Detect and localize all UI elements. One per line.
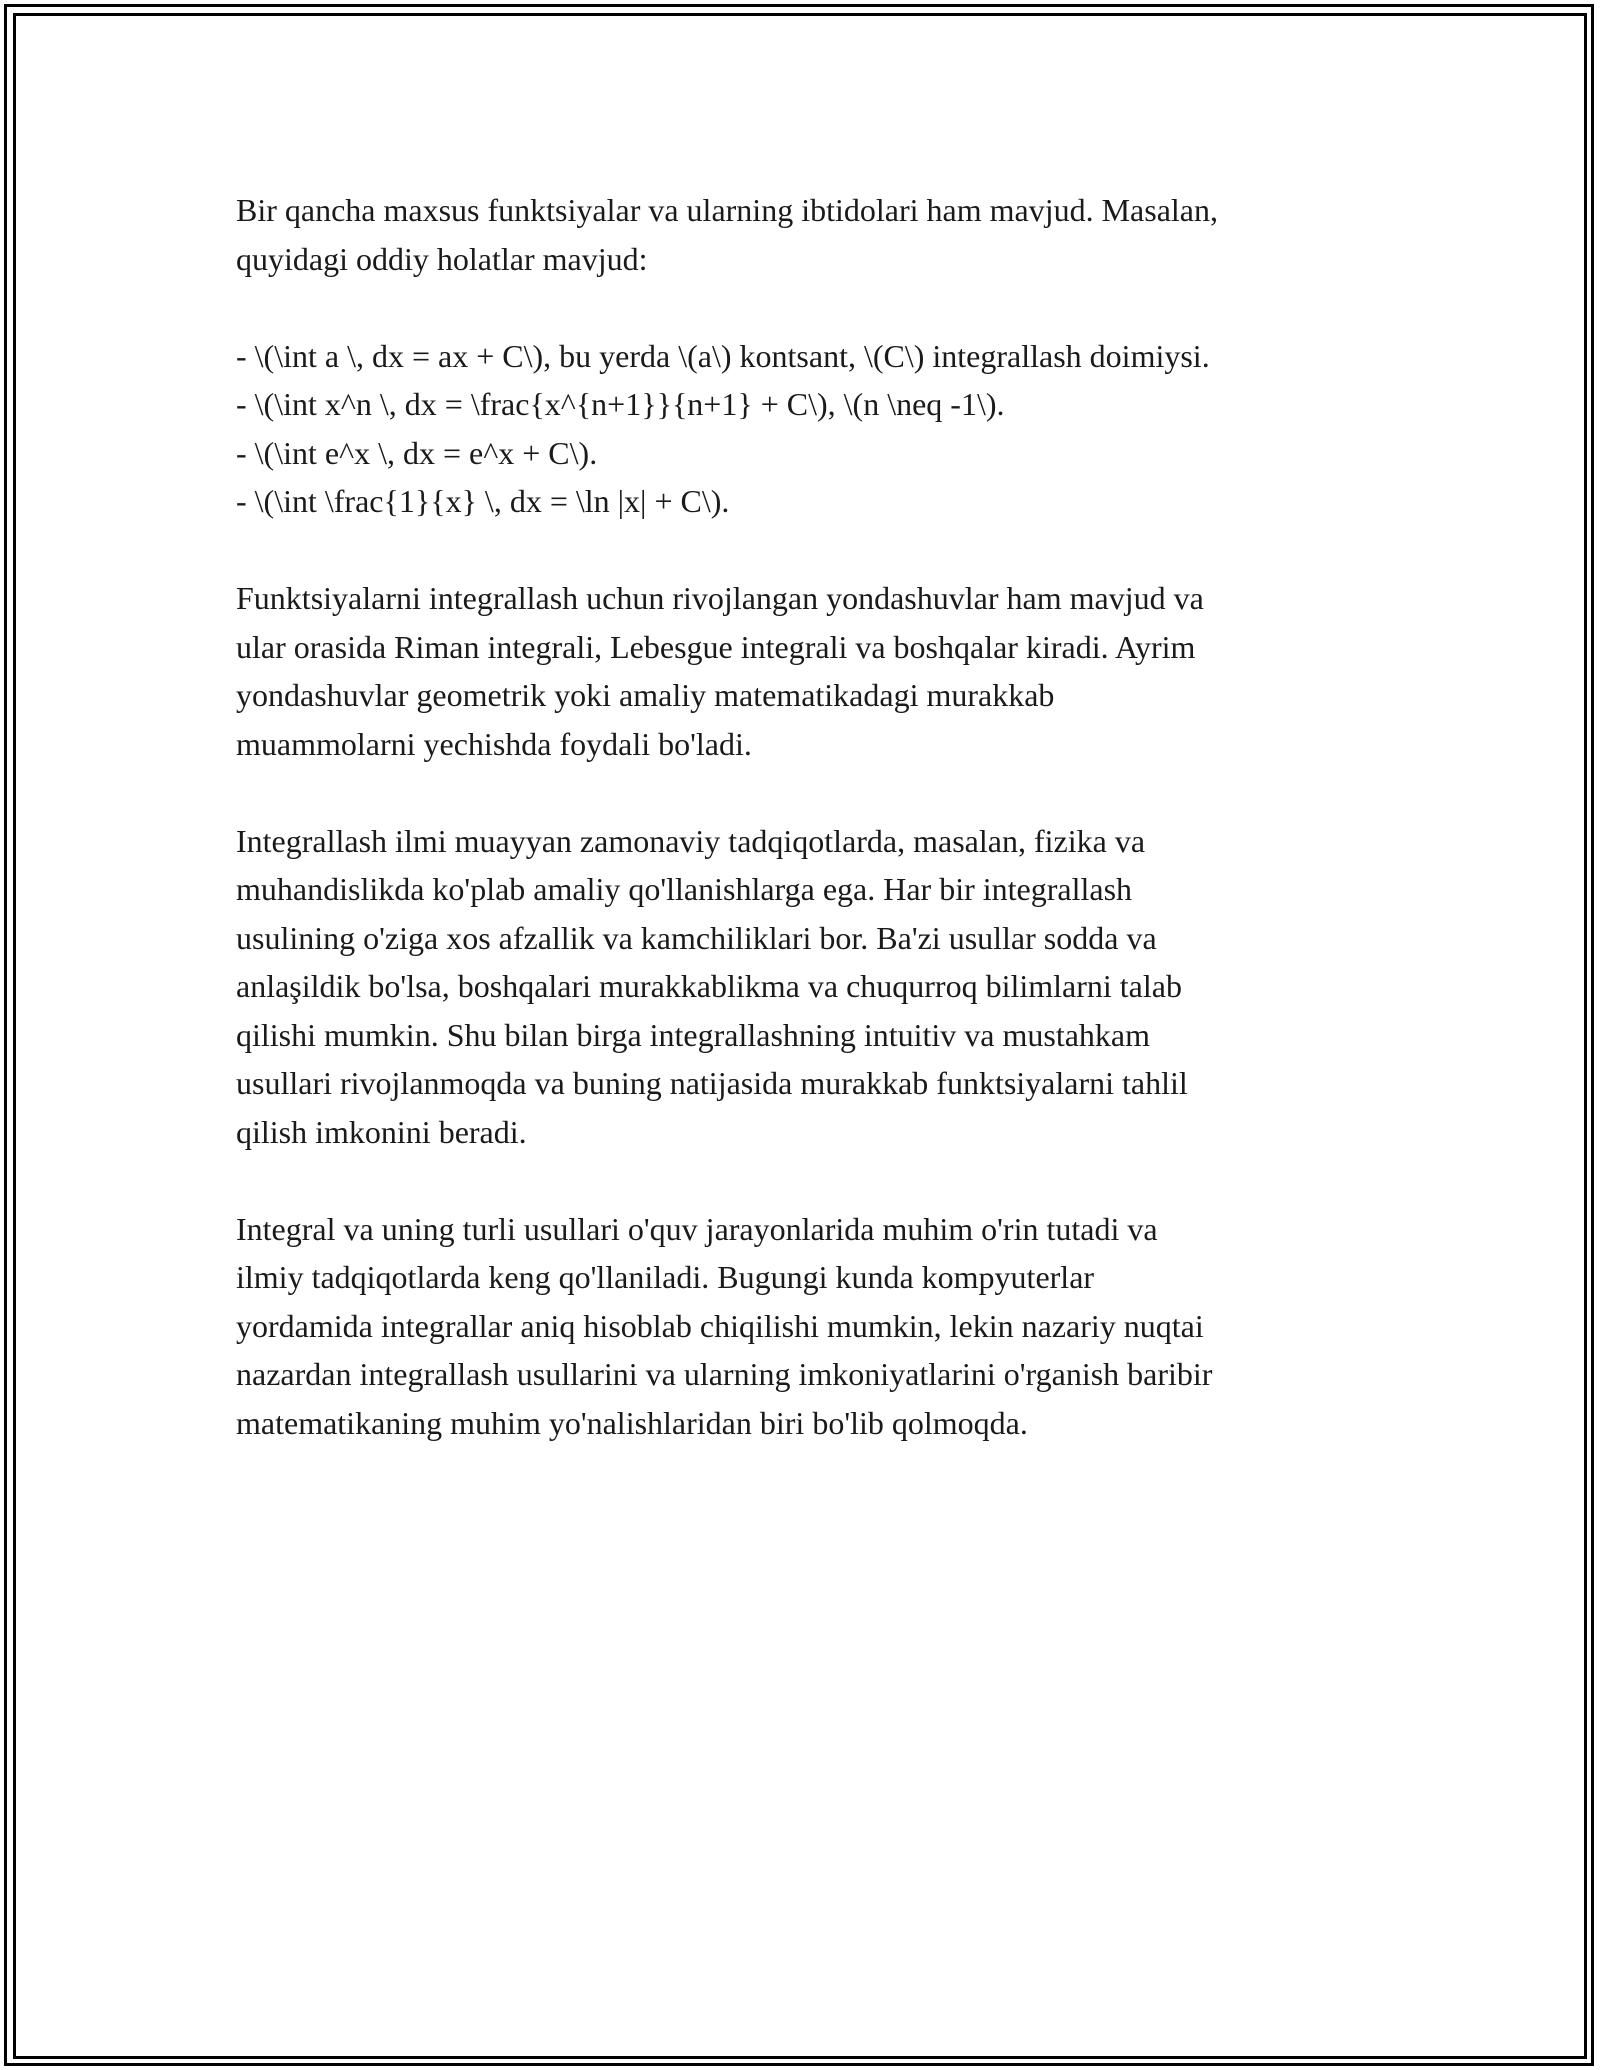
text-line: ilmiy tadqiqotlarda keng qo'llaniladi. Bugungi kunda kompyuterlar — [236, 1259, 1095, 1295]
intro-paragraph — [236, 186, 1366, 283]
text-line: quyidagi oddiy holatlar mavjud: — [236, 240, 648, 277]
text-line: anlaşildik bo'lsa, boshqalari murakkablikma va chuqurroq bilimlarni talab — [236, 968, 1182, 1004]
text-line: matematikaning muhim yo'nalishlaridan biri bo'lib qolmoqda. — [236, 1404, 1028, 1441]
document-body — [236, 186, 1366, 1496]
approaches-paragraph — [236, 574, 1366, 768]
formula-item: - \(\int x^n \, dx = \frac{x^{n+1}}{n+1} + C\), \(n \neq -1\). — [236, 386, 1005, 422]
applications-paragraph — [236, 817, 1366, 1157]
text-line: yordamida integrallar aniq hisoblab chiqilishi mumkin, lekin nazariy nuqtai — [236, 1307, 1204, 1344]
conclusion-paragraph — [236, 1205, 1366, 1448]
text-line: Funktsiyalarni integrallash uchun rivojlangan yondashuvlar ham mavjud va — [236, 580, 1204, 616]
text-line: muammolarni yechishda foydali bo'ladi. — [236, 725, 752, 762]
text-line: usullari rivojlanmoqda va buning natijasida murakkab funktsiyalarni tahlil — [236, 1065, 1188, 1101]
text-line: nazardan integrallash usullarini va ularning imkoniyatlarini o'rganish baribir — [236, 1356, 1213, 1392]
formula-item: - \(\int e^x \, dx = e^x + C\). — [236, 434, 598, 471]
text-line: muhandislikda ko'plab amaliy qo'llanishlarga ega. Har bir integrallash — [236, 871, 1133, 907]
text-line: Integrallash ilmi muayyan zamonaviy tadqiqotlarda, masalan, fizika va — [236, 822, 1146, 859]
text-line: usulining o'ziga xos afzallik va kamchiliklari bor. Ba'zi usullar sodda va — [236, 919, 1157, 956]
text-line: qilish imkonini beradi. — [236, 1113, 527, 1150]
text-line: yondashuvlar geometrik yoki amaliy matematikadagi murakkab — [236, 677, 1055, 713]
text-line: Integral va uning turli usullari o'quv jarayonlarida muhim o'rin tutadi va — [236, 1210, 1158, 1247]
text-line: ular orasida Riman integrali, Lebesgue integrali va boshqalar kiradi. Ayrim — [236, 628, 1196, 665]
text-line: qilishi mumkin. Shu bilan birga integrallashning intuitiv va mustahkam — [236, 1016, 1150, 1053]
text-line: Bir qancha maxsus funktsiyalar va ularning ibtidolari ham mavjud. Masalan, — [236, 192, 1218, 228]
formula-item: - \(\int \frac{1}{x} \, dx = \ln |x| + C\). — [236, 483, 730, 519]
formula-item: - \(\int a \, dx = ax + C\), bu yerda \(a\) kontsant, \(C\) integrallash doimiysi. — [236, 337, 1210, 374]
formula-list — [236, 332, 1366, 526]
